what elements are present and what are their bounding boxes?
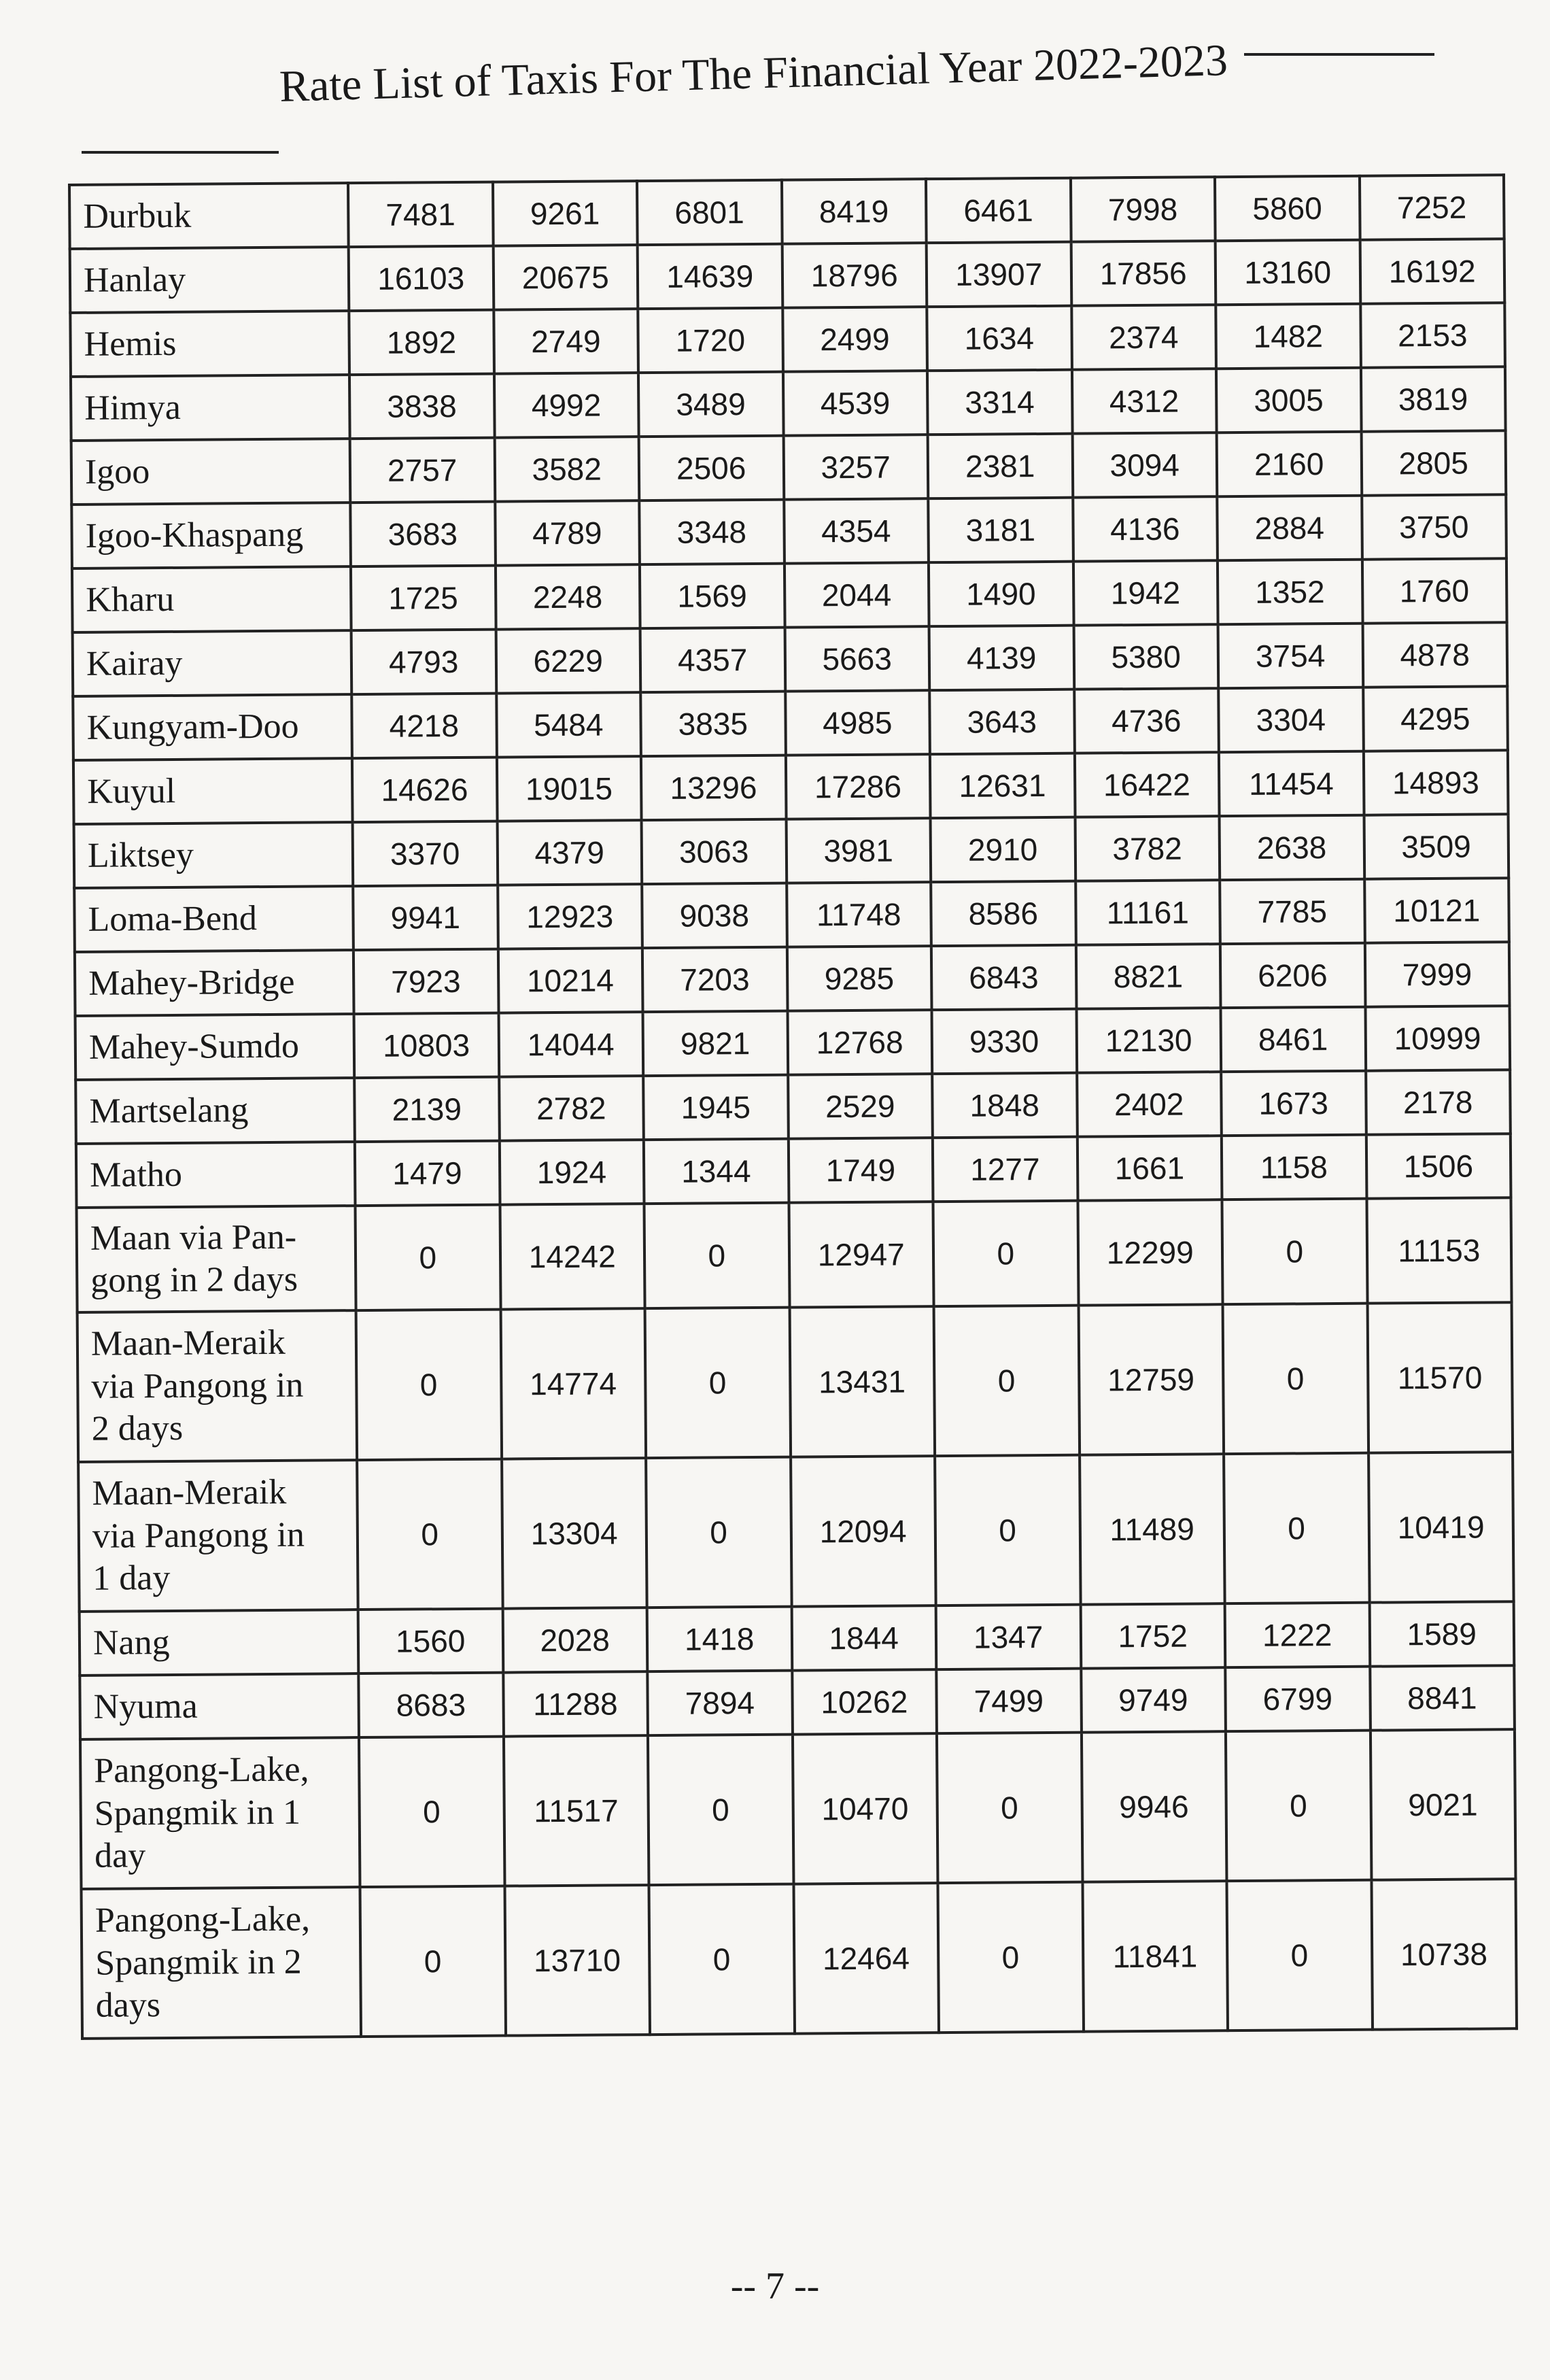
- place-name-cell: Hanlay: [70, 247, 349, 313]
- table-row: [71, 430, 1506, 505]
- rate-cell: 1752: [1080, 1603, 1225, 1668]
- rate-cell: 11153: [1366, 1197, 1512, 1303]
- rate-cell: 0: [356, 1310, 502, 1460]
- rate-cell: 2884: [1217, 496, 1362, 560]
- rate-cell: 0: [937, 1882, 1083, 2033]
- place-name-cell: Igoo: [71, 439, 351, 505]
- place-name-cell: Loma-Bend: [74, 886, 354, 952]
- page-number: -- 7 --: [730, 2265, 820, 2307]
- place-name-cell: Maan-Meraik via Pangong in 1 day: [78, 1460, 358, 1612]
- place-name-cell: Liktsey: [74, 822, 354, 888]
- place-name-cell: Nang: [80, 1610, 359, 1676]
- place-name-cell: Kungyam-Doo: [73, 694, 352, 760]
- rate-cell: 1490: [929, 562, 1073, 626]
- rate-cell: 11748: [787, 882, 931, 947]
- rate-cell: 9946: [1081, 1731, 1226, 1882]
- rate-cell: 16192: [1360, 239, 1504, 303]
- rate-cell: 7252: [1359, 175, 1504, 239]
- rate-cell: 16422: [1074, 752, 1219, 817]
- rate-cell: 0: [937, 1733, 1082, 1883]
- rate-cell: 0: [1226, 1880, 1372, 2030]
- rate-cell: 0: [1226, 1731, 1371, 1881]
- rate-cell: 9941: [353, 885, 498, 950]
- rate-cell: 3683: [350, 502, 495, 566]
- rate-cell: 6801: [637, 180, 782, 245]
- rate-cell: 0: [1223, 1304, 1368, 1454]
- rate-cell: 6843: [931, 945, 1076, 1010]
- rate-cell: 5484: [496, 692, 641, 757]
- rate-cell: 2910: [931, 817, 1075, 882]
- rate-table-body: [69, 175, 1517, 2039]
- rate-cell: 0: [359, 1737, 504, 1887]
- rate-cell: 2028: [502, 1608, 647, 1672]
- rate-cell: 3819: [1360, 367, 1505, 431]
- rate-cell: 4793: [351, 630, 496, 694]
- rate-cell: 10419: [1368, 1452, 1514, 1602]
- rate-cell: 4139: [929, 626, 1074, 690]
- rate-cell: 4354: [784, 498, 929, 563]
- rate-cell: 0: [645, 1308, 791, 1458]
- place-name-cell: Igoo-Khaspang: [71, 503, 351, 568]
- rate-cell: 1506: [1366, 1134, 1511, 1198]
- rate-cell: 12464: [793, 1883, 939, 2033]
- rate-cell: 8683: [358, 1673, 503, 1737]
- rate-cell: 2529: [788, 1074, 933, 1138]
- rate-cell: 12130: [1076, 1008, 1221, 1072]
- rate-cell: 3181: [928, 498, 1073, 562]
- rate-cell: 3835: [640, 692, 785, 756]
- rate-cell: 8461: [1221, 1007, 1366, 1072]
- rate-cell: 19015: [496, 756, 641, 821]
- rate-cell: 2160: [1217, 432, 1362, 496]
- rate-cell: 4878: [1362, 622, 1507, 687]
- rate-cell: 7999: [1364, 942, 1509, 1006]
- rate-cell: 4985: [785, 690, 930, 755]
- place-name-cell: Kharu: [72, 566, 351, 632]
- place-name-cell: Matho: [76, 1142, 356, 1208]
- rate-table-container: [68, 173, 1515, 2040]
- rate-cell: 8419: [781, 179, 926, 243]
- rate-cell: 6461: [926, 178, 1071, 243]
- rate-cell: 13431: [789, 1306, 935, 1457]
- rate-cell: 0: [360, 1886, 505, 2037]
- table-row: [73, 622, 1508, 696]
- rate-cell: 10803: [354, 1013, 499, 1078]
- rate-cell: 13907: [927, 242, 1071, 307]
- rate-cell: 4789: [495, 500, 640, 565]
- rate-cell: 9285: [787, 946, 931, 1010]
- rate-cell: 1482: [1216, 304, 1360, 369]
- table-row: [73, 686, 1508, 760]
- rate-cell: 1725: [351, 566, 496, 630]
- rate-cell: 9038: [642, 883, 787, 948]
- rate-cell: 2749: [494, 309, 638, 373]
- rate-cell: 0: [933, 1201, 1078, 1306]
- rate-cell: 3348: [639, 500, 784, 564]
- rate-cell: 10999: [1365, 1006, 1510, 1070]
- rate-cell: 14774: [500, 1308, 646, 1459]
- rate-cell: 1760: [1362, 558, 1506, 623]
- place-name-cell: Kuyul: [73, 758, 353, 824]
- rate-cell: 4736: [1074, 688, 1219, 753]
- rate-cell: 5380: [1073, 624, 1218, 689]
- rate-cell: 2178: [1366, 1070, 1511, 1134]
- rate-cell: 12768: [787, 1010, 932, 1074]
- rate-cell: 1945: [643, 1075, 788, 1140]
- rate-cell: 3509: [1364, 814, 1509, 879]
- rate-cell: 1418: [647, 1607, 792, 1671]
- rate-cell: 14044: [498, 1012, 643, 1076]
- place-name-cell: Hemis: [70, 311, 349, 377]
- place-name-cell: Kairay: [73, 630, 352, 696]
- rate-cell: 13710: [504, 1885, 650, 2035]
- rate-cell: 3754: [1218, 624, 1363, 688]
- title-rule-left: [82, 151, 279, 154]
- rate-cell: 11570: [1367, 1302, 1513, 1452]
- rate-cell: 1277: [933, 1137, 1078, 1202]
- rate-cell: 12299: [1078, 1200, 1223, 1305]
- table-row: [78, 1302, 1513, 1462]
- rate-cell: 4136: [1073, 496, 1218, 561]
- rate-cell: 3750: [1362, 494, 1506, 559]
- rate-cell: 1560: [358, 1609, 503, 1673]
- place-name-cell: Mahey-Bridge: [75, 950, 354, 1016]
- table-row: [75, 942, 1510, 1016]
- place-name-cell: Pangong-Lake, Spangmik in 1 day: [80, 1737, 360, 1889]
- document-header: [82, 35, 1468, 184]
- rate-cell: 0: [648, 1735, 793, 1885]
- rate-cell: 3094: [1072, 432, 1217, 497]
- rate-cell: 0: [1222, 1199, 1367, 1304]
- rate-cell: 6206: [1220, 943, 1365, 1008]
- rate-cell: 1924: [499, 1140, 644, 1204]
- rate-cell: 4357: [640, 628, 785, 692]
- rate-cell: 1661: [1077, 1136, 1222, 1200]
- rate-cell: 12631: [930, 753, 1075, 818]
- rate-cell: 4295: [1363, 686, 1508, 751]
- rate-cell: 12759: [1078, 1304, 1224, 1455]
- rate-cell: 5860: [1215, 176, 1360, 241]
- rate-cell: 11454: [1219, 751, 1364, 816]
- rate-cell: 14639: [638, 244, 782, 309]
- rate-cell: 1589: [1369, 1601, 1514, 1666]
- rate-cell: 1942: [1073, 560, 1218, 625]
- rate-cell: 7499: [936, 1669, 1081, 1733]
- rate-cell: 3005: [1216, 368, 1361, 432]
- title-rule-right: [1244, 53, 1434, 56]
- rate-cell: 1749: [788, 1138, 933, 1202]
- rate-cell: 9749: [1081, 1667, 1226, 1732]
- rate-cell: 20675: [493, 245, 638, 309]
- rate-cell: 2381: [928, 434, 1073, 498]
- table-row: [77, 1197, 1512, 1312]
- rate-cell: 4539: [782, 371, 927, 435]
- rate-cell: 7998: [1070, 177, 1215, 241]
- rate-cell: 12923: [498, 884, 642, 949]
- table-row: [71, 367, 1506, 441]
- rate-cell: 1673: [1221, 1071, 1366, 1136]
- rate-cell: 14242: [500, 1204, 645, 1309]
- rate-cell: 0: [649, 1884, 794, 2035]
- place-name-cell: Himya: [71, 375, 350, 441]
- rate-cell: 1844: [791, 1605, 936, 1670]
- rate-cell: 3582: [494, 437, 639, 501]
- rate-cell: 0: [934, 1306, 1080, 1456]
- rate-cell: 0: [644, 1203, 789, 1308]
- table-row: [75, 1070, 1511, 1144]
- table-row: [82, 1879, 1517, 2039]
- rate-cell: 10121: [1364, 878, 1509, 942]
- table-row: [70, 239, 1505, 313]
- rate-cell: 6799: [1225, 1667, 1370, 1731]
- table-row: [80, 1729, 1515, 1889]
- rate-cell: 11841: [1082, 1881, 1228, 2031]
- rate-cell: 1352: [1218, 560, 1362, 624]
- table-row: [75, 1006, 1511, 1080]
- table-row: [71, 494, 1506, 568]
- rate-cell: 2757: [350, 438, 495, 503]
- rate-cell: 1720: [638, 308, 782, 373]
- rate-cell: 3838: [349, 374, 494, 439]
- rate-cell: 1892: [349, 310, 494, 375]
- rate-cell: 11288: [503, 1671, 648, 1736]
- place-name-cell: Durbuk: [69, 183, 349, 249]
- rate-cell: 2638: [1220, 815, 1364, 880]
- rate-table: [68, 173, 1518, 2040]
- rate-cell: 3257: [783, 435, 928, 499]
- rate-cell: 7894: [647, 1671, 792, 1735]
- place-name-cell: Pangong-Lake, Spangmik in 2 days: [82, 1887, 362, 2039]
- rate-cell: 10470: [792, 1733, 937, 1884]
- rate-cell: 10262: [792, 1669, 937, 1734]
- place-name-cell: Maan-Meraik via Pangong in 2 days: [78, 1310, 358, 1462]
- rate-cell: 2782: [499, 1076, 644, 1140]
- table-row: [80, 1665, 1515, 1739]
- rate-cell: 9021: [1370, 1729, 1515, 1880]
- rate-cell: 9821: [643, 1011, 788, 1076]
- rate-cell: 3063: [642, 819, 787, 884]
- rate-cell: 1634: [927, 306, 1071, 371]
- rate-cell: 1222: [1225, 1603, 1370, 1667]
- rate-cell: 2153: [1360, 303, 1505, 367]
- rate-cell: 6229: [496, 628, 640, 693]
- table-row: [74, 814, 1509, 888]
- rate-cell: 10214: [498, 948, 642, 1013]
- rate-cell: 11517: [503, 1735, 649, 1886]
- rate-cell: 1848: [932, 1073, 1077, 1138]
- rate-cell: 7923: [354, 949, 498, 1014]
- rate-cell: 7203: [642, 947, 787, 1012]
- place-name-cell: Nyuma: [80, 1673, 359, 1739]
- rate-cell: 2248: [495, 564, 640, 629]
- rate-cell: 5663: [785, 626, 929, 691]
- rate-cell: 0: [1224, 1453, 1369, 1603]
- rate-cell: 17856: [1071, 241, 1216, 305]
- rate-cell: 3304: [1218, 687, 1363, 752]
- table-row: [74, 878, 1509, 952]
- rate-cell: 0: [356, 1205, 501, 1310]
- rate-cell: 13296: [641, 755, 786, 820]
- table-row: [76, 1134, 1511, 1208]
- rate-cell: 13304: [502, 1458, 647, 1608]
- rate-cell: 4312: [1071, 369, 1216, 433]
- rate-cell: 4379: [497, 820, 642, 885]
- rate-cell: 1347: [936, 1605, 1081, 1669]
- rate-cell: 2044: [784, 562, 929, 627]
- rate-cell: 17286: [785, 754, 930, 819]
- rate-cell: 11489: [1080, 1454, 1225, 1604]
- rate-cell: 12094: [791, 1456, 936, 1606]
- rate-cell: 18796: [782, 243, 927, 307]
- rate-cell: 9261: [492, 181, 637, 245]
- rate-cell: 0: [646, 1457, 791, 1608]
- rate-cell: 4992: [494, 373, 638, 437]
- rate-cell: 7785: [1220, 879, 1364, 944]
- table-row: [80, 1601, 1515, 1676]
- page-title: Rate List of Taxis For The Financial Year 2022-2023: [279, 35, 1228, 112]
- rate-cell: 2139: [354, 1077, 499, 1142]
- rate-cell: 11161: [1075, 880, 1220, 945]
- rate-cell: 1344: [644, 1139, 789, 1204]
- rate-cell: 3370: [353, 821, 498, 886]
- rate-cell: 8821: [1075, 944, 1220, 1008]
- rate-cell: 2499: [782, 307, 927, 371]
- place-name-cell: Martselang: [75, 1078, 355, 1144]
- rate-cell: 16103: [349, 246, 494, 311]
- table-row: [78, 1452, 1513, 1612]
- rate-cell: 2402: [1077, 1072, 1222, 1136]
- table-row: [73, 750, 1509, 824]
- rate-cell: 1569: [640, 564, 785, 628]
- rate-cell: 9330: [932, 1009, 1077, 1074]
- rate-cell: 7481: [348, 182, 493, 247]
- rate-cell: 3314: [927, 370, 1072, 435]
- rate-cell: 0: [935, 1455, 1080, 1605]
- place-name-cell: Maan via Pan- gong in 2 days: [77, 1206, 356, 1312]
- place-name-cell: Mahey-Sumdo: [75, 1014, 355, 1080]
- rate-cell: 13160: [1216, 240, 1360, 305]
- rate-cell: 3782: [1075, 816, 1220, 881]
- table-row: [69, 175, 1504, 249]
- rate-cell: 3643: [929, 690, 1074, 754]
- rate-cell: 2506: [639, 436, 784, 500]
- rate-cell: 4218: [351, 694, 496, 758]
- rate-cell: 12947: [789, 1202, 934, 1307]
- rate-cell: 10738: [1371, 1879, 1517, 2029]
- rate-cell: 1479: [355, 1141, 500, 1206]
- table-row: [70, 303, 1505, 377]
- rate-cell: 8586: [931, 881, 1075, 946]
- rate-cell: 0: [357, 1459, 502, 1610]
- rate-cell: 1158: [1222, 1135, 1366, 1200]
- rate-cell: 2374: [1071, 305, 1216, 369]
- rate-cell: 3981: [786, 818, 931, 883]
- rate-cell: 14626: [352, 758, 497, 822]
- table-row: [72, 558, 1507, 632]
- rate-cell: 8841: [1370, 1665, 1515, 1730]
- rate-cell: 3489: [638, 372, 783, 437]
- rate-cell: 2805: [1361, 430, 1506, 495]
- rate-cell: 14893: [1363, 750, 1508, 815]
